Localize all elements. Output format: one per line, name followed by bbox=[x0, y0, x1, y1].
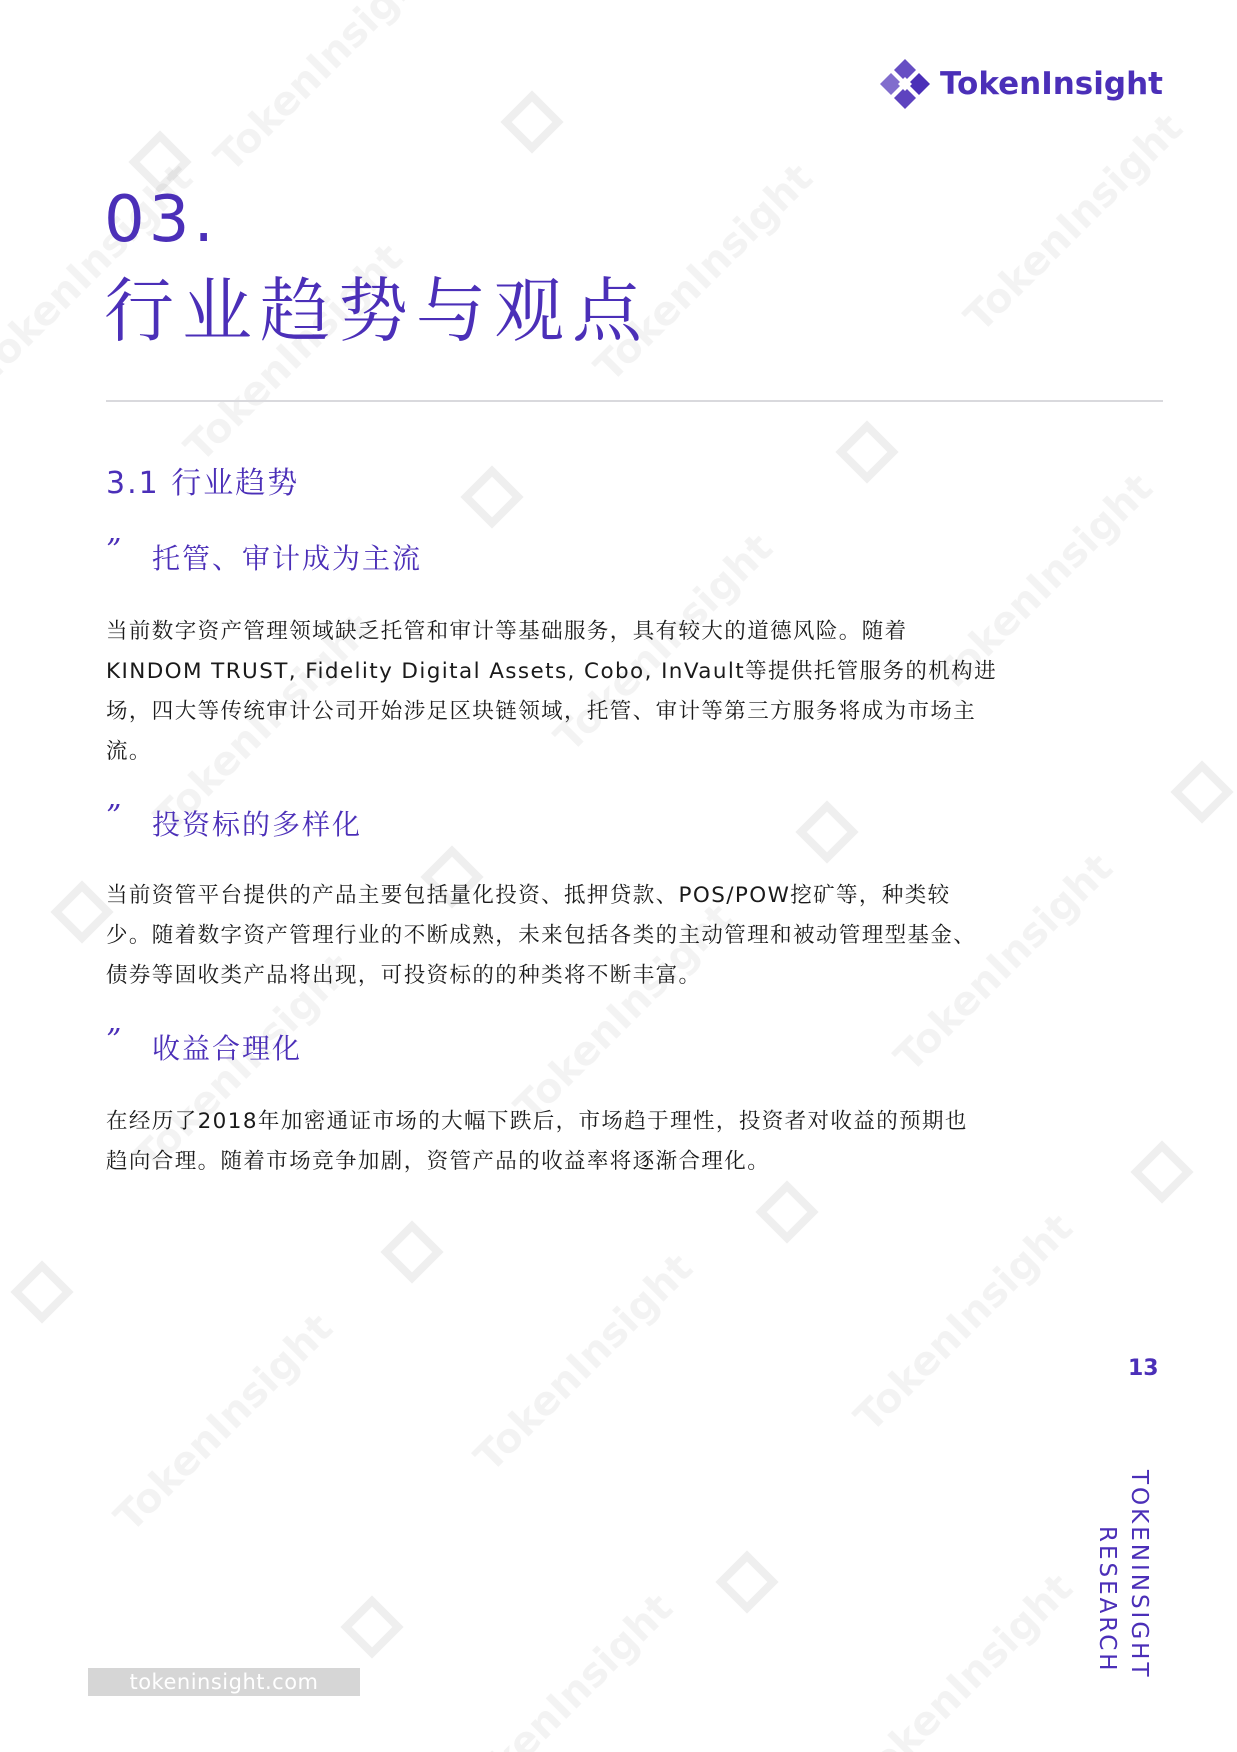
quote-mark-icon: ” bbox=[106, 799, 122, 834]
quote-mark-icon: ” bbox=[106, 1023, 122, 1058]
subsection-title: 收益合理化 bbox=[152, 1032, 303, 1065]
paragraph-line: 流。 bbox=[106, 739, 152, 764]
watermark-logo-icon bbox=[380, 1220, 444, 1284]
paragraph-line: 当前资管平台提供的产品主要包括量化投资、抵押贷款、POS/POW挖矿等，种类较 bbox=[106, 883, 951, 908]
paragraph-line: 当前数字资产管理领域缺乏托管和审计等基础服务，具有较大的道德风险。随着 bbox=[106, 619, 908, 644]
page-number: 13 bbox=[1128, 1356, 1159, 1381]
section-title: 3.1 行业趋势 bbox=[106, 466, 300, 501]
subsection-heading bbox=[106, 533, 423, 576]
watermark-logo-icon bbox=[10, 1260, 74, 1324]
subsection-title: 投资标的多样化 bbox=[152, 808, 363, 841]
watermark-logo-icon bbox=[755, 1180, 819, 1244]
quote-mark-icon: ” bbox=[106, 533, 122, 568]
paragraph-line: 趋向合理。随着市场竞争加剧，资管产品的收益率将逐渐合理化。 bbox=[106, 1149, 771, 1174]
watermark-logo-icon bbox=[795, 800, 859, 864]
header-divider bbox=[106, 400, 1163, 402]
watermark-logo-icon bbox=[835, 420, 899, 484]
paragraph bbox=[106, 612, 1066, 772]
footer-url[interactable]: tokeninsight.com bbox=[88, 1668, 360, 1696]
watermark-text bbox=[206, 0, 442, 181]
chapter-title: 行业趋势与观点 bbox=[104, 270, 650, 352]
watermark-text bbox=[956, 105, 1192, 341]
paragraph-line: KINDOM TRUST, Fidelity Digital Assets, Cobo, InVault等提供托管服务的机构进 bbox=[106, 659, 997, 684]
logo-text: TokenInsight bbox=[940, 66, 1163, 102]
watermark-logo-icon bbox=[1130, 1140, 1194, 1204]
watermark-logo-icon bbox=[500, 90, 564, 154]
watermark-logo-icon bbox=[1170, 760, 1234, 824]
watermark-logo-icon bbox=[340, 1595, 404, 1659]
watermark-text bbox=[846, 1205, 1082, 1441]
subsection-title: 托管、审计成为主流 bbox=[152, 542, 423, 575]
side-brand-line1: TOKENINSIGHT bbox=[1126, 1470, 1152, 1680]
brand-logo bbox=[878, 56, 1163, 112]
side-brand-line2: RESEARCH bbox=[1094, 1526, 1120, 1674]
watermark-text bbox=[106, 1305, 342, 1541]
watermark-text bbox=[446, 1585, 682, 1752]
watermark-text bbox=[846, 1565, 1082, 1752]
paragraph-line: 场，四大等传统审计公司开始涉足区块链领域，托管、审计等第三方服务将成为市场主 bbox=[106, 699, 977, 724]
side-brand bbox=[1090, 1470, 1160, 1690]
subsection-heading bbox=[106, 1023, 303, 1066]
subsection-heading bbox=[106, 799, 363, 842]
paragraph bbox=[106, 1102, 1066, 1182]
watermark-text bbox=[466, 1245, 702, 1481]
tokeninsight-diamond-icon bbox=[878, 57, 932, 111]
paragraph bbox=[106, 876, 1066, 996]
paragraph-line: 少。随着数字资产管理行业的不断成熟，未来包括各类的主动管理和被动管理型基金、 bbox=[106, 923, 977, 948]
watermark-logo-icon bbox=[715, 1550, 779, 1614]
paragraph-line: 在经历了2018年加密通证市场的大幅下跌后，市场趋于理性，投资者对收益的预期也 bbox=[106, 1109, 968, 1134]
chapter-number: 03. bbox=[104, 183, 218, 257]
watermark-logo-icon bbox=[460, 465, 524, 529]
paragraph-line: 债券等固收类产品将出现，可投资标的的种类将不断丰富。 bbox=[106, 963, 702, 988]
watermark-logo-icon bbox=[50, 880, 114, 944]
